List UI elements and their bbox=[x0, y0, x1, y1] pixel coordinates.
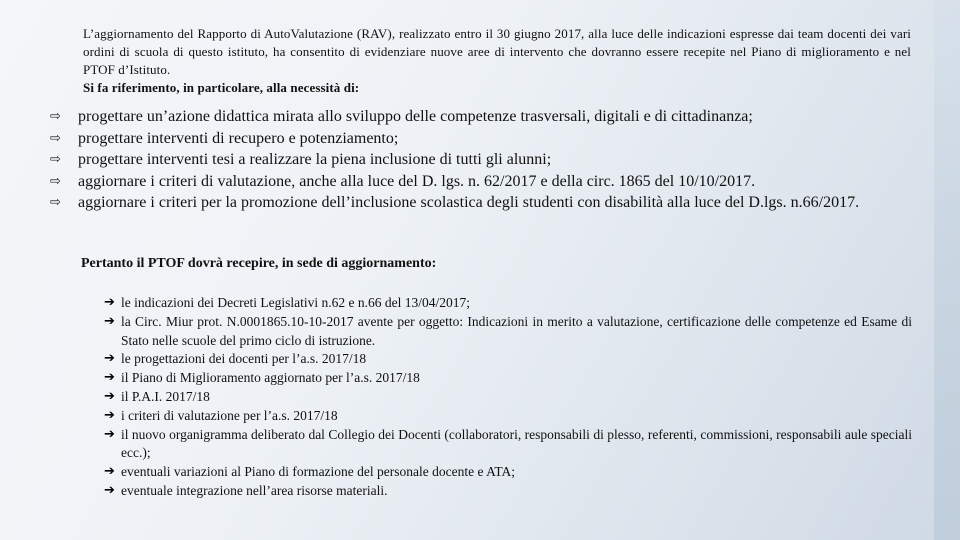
list-item-text: il P.A.I. 2017/18 bbox=[121, 388, 210, 404]
list-item bbox=[104, 426, 912, 464]
list-item-text: progettare interventi di recupero e potenziamento; bbox=[78, 129, 399, 147]
list-item bbox=[104, 388, 912, 407]
list-item-text: eventuale integrazione nell’area risorse materiali. bbox=[121, 482, 388, 498]
list-item-text: eventuali variazioni al Piano di formazione del personale docente e ATA; bbox=[121, 464, 516, 480]
section-heading: Pertanto il PTOF dovrà recepire, in sede di aggiornamento: bbox=[81, 256, 437, 271]
bold-right-arrow-icon: ➔ bbox=[104, 464, 115, 480]
list-item-text: progettare interventi tesi a realizzare la piena inclusione di tutti gli alunni; bbox=[78, 151, 552, 168]
list-item bbox=[104, 369, 912, 388]
list-item-text: la Circ. Miur prot. N.0001865.10-10-2017 avente per oggetto: Indicazioni in merito a valutazione, certificazione delle competenze ed Esame di Stato nelle scuole del primo ciclo di istruzione. bbox=[121, 313, 912, 348]
bold-right-arrow-icon: ➔ bbox=[104, 351, 115, 367]
hollow-right-arrow-icon: ⇨ bbox=[50, 130, 61, 146]
intro-block bbox=[83, 25, 911, 97]
list-item-text: le progettazioni dei docenti per l’a.s. 2017/18 bbox=[121, 351, 367, 367]
list-item bbox=[104, 350, 912, 369]
list-item bbox=[104, 407, 912, 426]
bold-right-arrow-icon: ➔ bbox=[104, 388, 115, 404]
list-item bbox=[104, 294, 912, 313]
bold-right-arrow-icon: ➔ bbox=[104, 370, 115, 386]
bold-right-arrow-icon: ➔ bbox=[104, 482, 115, 498]
hollow-right-arrow-icon: ⇨ bbox=[50, 109, 61, 124]
bold-right-arrow-icon: ➔ bbox=[104, 407, 115, 423]
list-item bbox=[50, 149, 916, 171]
intro-paragraph: L’aggiornamento del Rapporto di AutoValutazione (RAV), realizzato entro il 30 giugno 2017, alla luce delle indicazioni espresse dai team docenti dei vari ordini di scuola di questo istituto, ha consentito di evidenziare nuove aree di intervento che dovranno essere recepite nel Piano di miglioramento e nel PTOF d’Istituto. bbox=[83, 26, 911, 77]
hollow-right-arrow-icon: ⇨ bbox=[50, 195, 61, 210]
list-item-text: il nuovo organigramma deliberato dal Collegio dei Docenti (collaboratori, responsabili di plesso, referenti, commissioni, responsabili aule speciali ecc.); bbox=[121, 426, 912, 461]
list-item-text: progettare un’azione didattica mirata allo sviluppo delle competenze trasversali, digitali e di cittadinanza; bbox=[78, 108, 753, 125]
list-item bbox=[104, 482, 912, 501]
bold-right-arrow-icon: ➔ bbox=[104, 295, 115, 310]
list-item bbox=[50, 192, 916, 214]
list-item-text: il Piano di Miglioramento aggiornato per l’a.s. 2017/18 bbox=[121, 370, 420, 386]
ptof-list bbox=[104, 294, 912, 501]
list-item-text: le indicazioni dei Decreti Legislativi n.62 e n.66 del 13/04/2017; bbox=[121, 295, 471, 310]
list-item bbox=[50, 171, 916, 193]
list-item bbox=[50, 106, 916, 128]
list-item-text: i criteri di valutazione per l’a.s. 2017/18 bbox=[121, 407, 338, 423]
hollow-right-arrow-icon: ⇨ bbox=[50, 173, 61, 189]
list-item bbox=[104, 313, 912, 351]
intro-lead: Si fa riferimento, in particolare, alla necessità di: bbox=[83, 80, 360, 95]
list-item-text: aggiornare i criteri per la promozione dell’inclusione scolastica degli studenti con disabilità alla luce del D.lgs. n.66/2017. bbox=[78, 194, 860, 211]
bold-right-arrow-icon: ➔ bbox=[104, 426, 115, 442]
list-item bbox=[50, 128, 916, 150]
bold-right-arrow-icon: ➔ bbox=[104, 313, 115, 329]
list-item-text: aggiornare i criteri di valutazione, anche alla luce del D. lgs. n. 62/2017 e della circ. 1865 del 10/10/2017. bbox=[78, 172, 756, 190]
decorative-right-band bbox=[934, 0, 960, 540]
needs-list bbox=[50, 106, 916, 214]
hollow-right-arrow-icon: ⇨ bbox=[50, 152, 61, 167]
list-item bbox=[104, 463, 912, 482]
